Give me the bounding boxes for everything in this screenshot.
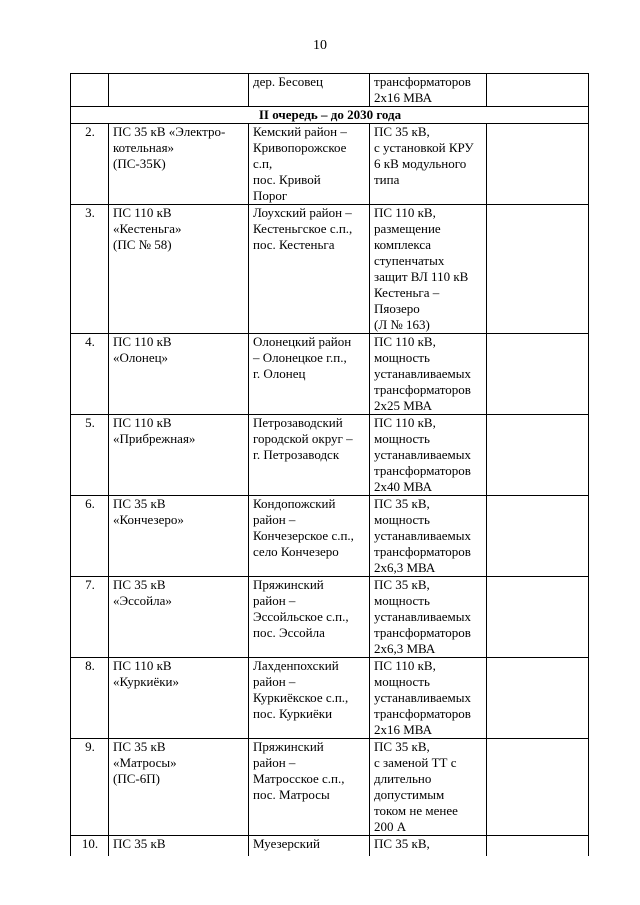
substation-name: ПС 110 кВ «Куркиёки» [109, 658, 249, 739]
description: ПС 110 кВ, мощность устанавливаемых трансформаторов 2х40 МВА [370, 415, 487, 496]
location: Лоухский район – Кестеньгское с.п., пос. Кестеньга [249, 205, 370, 334]
row-number: 2. [71, 124, 109, 205]
table-row [71, 739, 589, 836]
location: Пряжинский район – Эссойльское с.п., пос. Эссойла [249, 577, 370, 658]
section-heading-row [71, 107, 589, 124]
description: ПС 35 кВ, [370, 836, 487, 856]
substation-name: ПС 35 кВ «Электро- котельная» (ПС-35К) [109, 124, 249, 205]
description: ПС 35 кВ, мощность устанавливаемых трансформаторов 2х6,3 МВА [370, 496, 487, 577]
row-number: 7. [71, 577, 109, 658]
table-row [71, 74, 589, 107]
row-number: 4. [71, 334, 109, 415]
table-row [71, 836, 589, 856]
extra-cell [487, 658, 589, 739]
row-number: 10. [71, 836, 109, 856]
description: ПС 110 кВ, размещение комплекса ступенчатых защит ВЛ 110 кВ Кестеньга – Пяозеро (Л № 163) [370, 205, 487, 334]
row-number: 9. [71, 739, 109, 836]
substation-name: ПС 35 кВ [109, 836, 249, 856]
substation-name: ПС 110 кВ «Кестеньга» (ПС № 58) [109, 205, 249, 334]
extra-cell [487, 74, 589, 107]
row-number: 8. [71, 658, 109, 739]
table-row [71, 496, 589, 577]
substation-name [109, 74, 249, 107]
location: Лахденпохский район – Куркиёкское с.п., пос. Куркиёки [249, 658, 370, 739]
table-row [71, 415, 589, 496]
substation-name: ПС 110 кВ «Прибрежная» [109, 415, 249, 496]
substation-name: ПС 35 кВ «Матросы» (ПС-6П) [109, 739, 249, 836]
description: ПС 110 кВ, мощность устанавливаемых трансформаторов 2х16 МВА [370, 658, 487, 739]
extra-cell [487, 577, 589, 658]
substations-table [70, 73, 589, 856]
table-row [71, 205, 589, 334]
location: Кондопожский район – Кончезерское с.п., село Кончезеро [249, 496, 370, 577]
extra-cell [487, 124, 589, 205]
description: ПС 35 кВ, мощность устанавливаемых трансформаторов 2х6,3 МВА [370, 577, 487, 658]
description: трансформаторов 2х16 МВА [370, 74, 487, 107]
location: Олонецкий район – Олонецкое г.п., г. Олонец [249, 334, 370, 415]
table-row [71, 577, 589, 658]
table-row [71, 124, 589, 205]
extra-cell [487, 334, 589, 415]
description: ПС 110 кВ, мощность устанавливаемых трансформаторов 2х25 МВА [370, 334, 487, 415]
location: Петрозаводский городской округ – г. Петрозаводск [249, 415, 370, 496]
location: Муезерский [249, 836, 370, 856]
extra-cell [487, 205, 589, 334]
extra-cell [487, 836, 589, 856]
row-number [71, 74, 109, 107]
row-number: 6. [71, 496, 109, 577]
substation-name: ПС 35 кВ «Кончезеро» [109, 496, 249, 577]
substation-name: ПС 35 кВ «Эссойла» [109, 577, 249, 658]
table-row [71, 334, 589, 415]
page-number: 10 [313, 38, 327, 53]
section-heading: II очередь – до 2030 года [71, 107, 589, 124]
location: Кемский район – Кривопорожское с.п, пос. Кривой Порог [249, 124, 370, 205]
location: Пряжинский район – Матросское с.п., пос. Матросы [249, 739, 370, 836]
description: ПС 35 кВ, с заменой ТТ с длительно допустимым током не менее 200 А [370, 739, 487, 836]
location: дер. Бесовец [249, 74, 370, 107]
extra-cell [487, 739, 589, 836]
row-number: 3. [71, 205, 109, 334]
row-number: 5. [71, 415, 109, 496]
substation-name: ПС 110 кВ «Олонец» [109, 334, 249, 415]
description: ПС 35 кВ, с установкой КРУ 6 кВ модульного типа [370, 124, 487, 205]
extra-cell [487, 496, 589, 577]
table-row [71, 658, 589, 739]
extra-cell [487, 415, 589, 496]
